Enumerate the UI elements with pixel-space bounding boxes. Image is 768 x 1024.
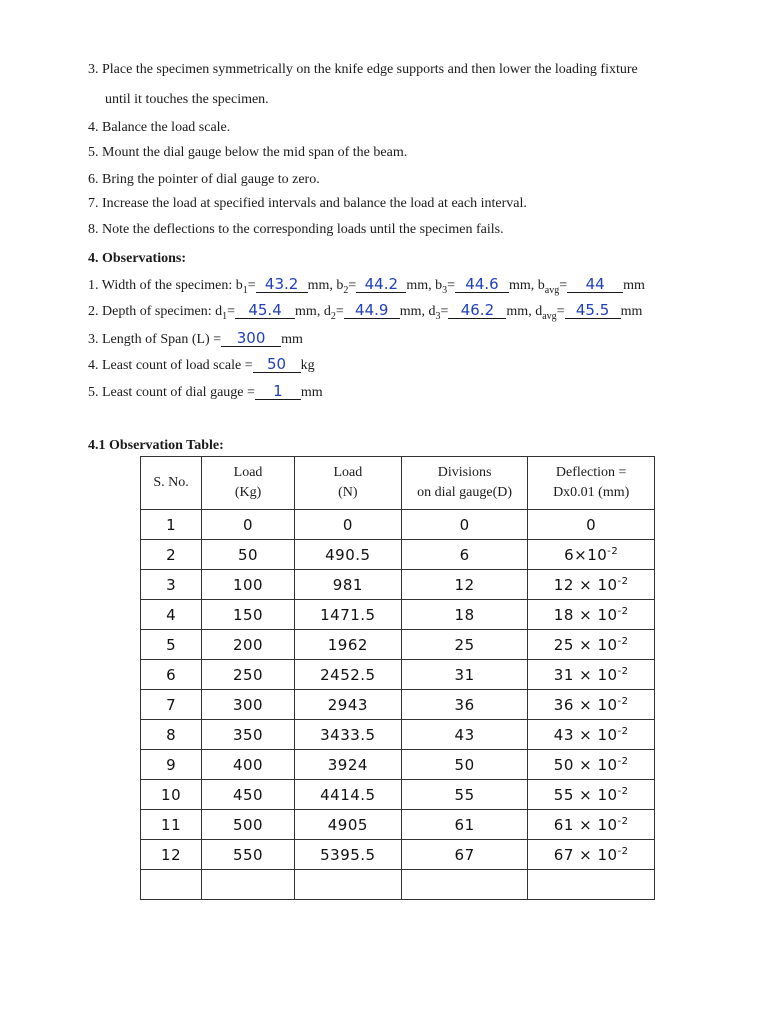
cell-load-kg: 400 bbox=[202, 750, 295, 780]
step-5: 5. Mount the dial gauge below the mid span of the beam. bbox=[88, 145, 408, 160]
table-row bbox=[141, 780, 655, 810]
davg-value: 45.5 bbox=[565, 303, 621, 319]
table-row bbox=[141, 870, 655, 900]
cell-load-n: 0 bbox=[294, 510, 401, 540]
cell-sno: 9 bbox=[141, 750, 202, 780]
cell-load-kg: 450 bbox=[202, 780, 295, 810]
d1-value: 45.4 bbox=[235, 303, 295, 319]
header-deflection: Deflection = Dx0.01 (mm) bbox=[528, 457, 655, 510]
depth-line: 2. Depth of specimen: $d_1= 45.4$ mm, $d_2= 44.9$ mm, $d_3= 46.2$ mm, $d_{avg}= 45.5$ mm bbox=[88, 301, 643, 322]
observation-table bbox=[140, 456, 655, 900]
header-load-kg: Load (Kg) bbox=[202, 457, 295, 510]
table-header-row bbox=[141, 457, 655, 510]
cell-load-n: 3924 bbox=[294, 750, 401, 780]
cell-deflection: $31 \times 10^{-2}$ bbox=[528, 660, 655, 690]
step-8: 8. Note the deflections to the corresponding loads until the specimen fails. bbox=[88, 222, 504, 237]
cell-sno: 6 bbox=[141, 660, 202, 690]
cell-load-n: 3433.5 bbox=[294, 720, 401, 750]
cell-load-kg: 100 bbox=[202, 570, 295, 600]
load-scale-label: 4. Least count of load scale = bbox=[88, 358, 253, 373]
cell-deflection: $36 \times 10^{-2}$ bbox=[528, 690, 655, 720]
cell-sno bbox=[141, 870, 202, 900]
cell-divisions: 31 bbox=[401, 660, 528, 690]
width-label: 1. Width of the specimen: b bbox=[88, 278, 243, 293]
observations-heading: 4. Observations: bbox=[88, 251, 186, 266]
table-row bbox=[141, 720, 655, 750]
step-4: 4. Balance the load scale. bbox=[88, 120, 231, 135]
cell-sno: 3 bbox=[141, 570, 202, 600]
span-label: 3. Length of Span (L) = bbox=[88, 332, 222, 347]
dial-gauge-line: 5. Least count of dial gauge = 1 mm bbox=[88, 382, 323, 400]
cell-sno: 4 bbox=[141, 600, 202, 630]
step-3-continued: until it touches the specimen. bbox=[105, 92, 269, 107]
depth-label: 2. Depth of specimen: d bbox=[88, 304, 223, 319]
cell-deflection bbox=[528, 870, 655, 900]
cell-divisions: 25 bbox=[401, 630, 528, 660]
b1-value: 43.2 bbox=[256, 277, 308, 293]
load-scale-value: 50 bbox=[253, 357, 301, 373]
table-row bbox=[141, 540, 655, 570]
cell-load-n: 490.5 bbox=[294, 540, 401, 570]
cell-load-n bbox=[294, 870, 401, 900]
cell-divisions: 50 bbox=[401, 750, 528, 780]
cell-sno: 7 bbox=[141, 690, 202, 720]
cell-load-kg: 300 bbox=[202, 690, 295, 720]
cell-load-kg: 150 bbox=[202, 600, 295, 630]
b2-value: 44.2 bbox=[356, 277, 406, 293]
cell-divisions: 12 bbox=[401, 570, 528, 600]
cell-divisions: 36 bbox=[401, 690, 528, 720]
table-row bbox=[141, 750, 655, 780]
cell-load-n: 1471.5 bbox=[294, 600, 401, 630]
table-row bbox=[141, 510, 655, 540]
table-row bbox=[141, 810, 655, 840]
d3-value: 46.2 bbox=[448, 303, 506, 319]
cell-load-n: 4905 bbox=[294, 810, 401, 840]
step-3: 3. Place the specimen symmetrically on the knife edge supports and then lower the loading fixture bbox=[88, 62, 638, 77]
cell-sno: 11 bbox=[141, 810, 202, 840]
cell-load-kg bbox=[202, 870, 295, 900]
cell-load-n: 2943 bbox=[294, 690, 401, 720]
table-row bbox=[141, 630, 655, 660]
step-7: 7. Increase the load at specified intervals and balance the load at each interval. bbox=[88, 196, 527, 211]
cell-load-n: 5395.5 bbox=[294, 840, 401, 870]
cell-load-n: 981 bbox=[294, 570, 401, 600]
cell-deflection: 0 bbox=[528, 510, 655, 540]
cell-divisions: 55 bbox=[401, 780, 528, 810]
cell-load-n: 1962 bbox=[294, 630, 401, 660]
cell-load-kg: 550 bbox=[202, 840, 295, 870]
table-row bbox=[141, 840, 655, 870]
cell-divisions: 6 bbox=[401, 540, 528, 570]
span-line: 3. Length of Span (L) = 300 mm bbox=[88, 329, 303, 347]
cell-deflection: $12 \times 10^{-2}$ bbox=[528, 570, 655, 600]
cell-deflection: $6\times 10^{-2}$ bbox=[528, 540, 655, 570]
table-row bbox=[141, 570, 655, 600]
cell-load-kg: 0 bbox=[202, 510, 295, 540]
cell-divisions: 0 bbox=[401, 510, 528, 540]
dial-gauge-label: 5. Least count of dial gauge = bbox=[88, 385, 255, 400]
cell-deflection: $43 \times 10^{-2}$ bbox=[528, 720, 655, 750]
table-row bbox=[141, 690, 655, 720]
cell-load-kg: 500 bbox=[202, 810, 295, 840]
cell-divisions bbox=[401, 870, 528, 900]
cell-deflection: $67 \times 10^{-2}$ bbox=[528, 840, 655, 870]
table-row bbox=[141, 600, 655, 630]
table-title: 4.1 Observation Table: bbox=[88, 438, 224, 453]
cell-deflection: $25 \times 10^{-2}$ bbox=[528, 630, 655, 660]
cell-sno: 10 bbox=[141, 780, 202, 810]
b3-value: 44.6 bbox=[455, 277, 509, 293]
cell-load-kg: 350 bbox=[202, 720, 295, 750]
load-scale-line: 4. Least count of load scale = 50 kg bbox=[88, 355, 315, 373]
cell-sno: 12 bbox=[141, 840, 202, 870]
cell-divisions: 43 bbox=[401, 720, 528, 750]
cell-sno: 8 bbox=[141, 720, 202, 750]
cell-load-n: 2452.5 bbox=[294, 660, 401, 690]
cell-deflection: $18 \times 10^{-2}$ bbox=[528, 600, 655, 630]
dial-gauge-value: 1 bbox=[255, 384, 301, 400]
cell-deflection: $55 \times 10^{-2}$ bbox=[528, 780, 655, 810]
cell-load-kg: 200 bbox=[202, 630, 295, 660]
cell-divisions: 18 bbox=[401, 600, 528, 630]
span-value: 300 bbox=[221, 331, 281, 347]
cell-deflection: $50 \times 10^{-2}$ bbox=[528, 750, 655, 780]
width-line: 1. Width of the specimen: $b_1= 43.2$ mm, $b_2= 44.2$ mm, $b_3= 44.6$ mm, $b_{avg}= 44$ mm bbox=[88, 275, 645, 296]
cell-divisions: 61 bbox=[401, 810, 528, 840]
cell-sno: 2 bbox=[141, 540, 202, 570]
d2-value: 44.9 bbox=[344, 303, 400, 319]
cell-load-n: 4414.5 bbox=[294, 780, 401, 810]
cell-deflection: $61 \times 10^{-2}$ bbox=[528, 810, 655, 840]
header-sno: S. No. bbox=[141, 457, 202, 510]
cell-divisions: 67 bbox=[401, 840, 528, 870]
cell-sno: 1 bbox=[141, 510, 202, 540]
header-divisions: Divisions on dial gauge(D) bbox=[401, 457, 528, 510]
step-6: 6. Bring the pointer of dial gauge to zero. bbox=[88, 172, 320, 187]
table-row bbox=[141, 660, 655, 690]
cell-sno: 5 bbox=[141, 630, 202, 660]
bavg-value: 44 bbox=[567, 277, 623, 293]
cell-load-kg: 50 bbox=[202, 540, 295, 570]
header-load-n: Load (N) bbox=[294, 457, 401, 510]
cell-load-kg: 250 bbox=[202, 660, 295, 690]
